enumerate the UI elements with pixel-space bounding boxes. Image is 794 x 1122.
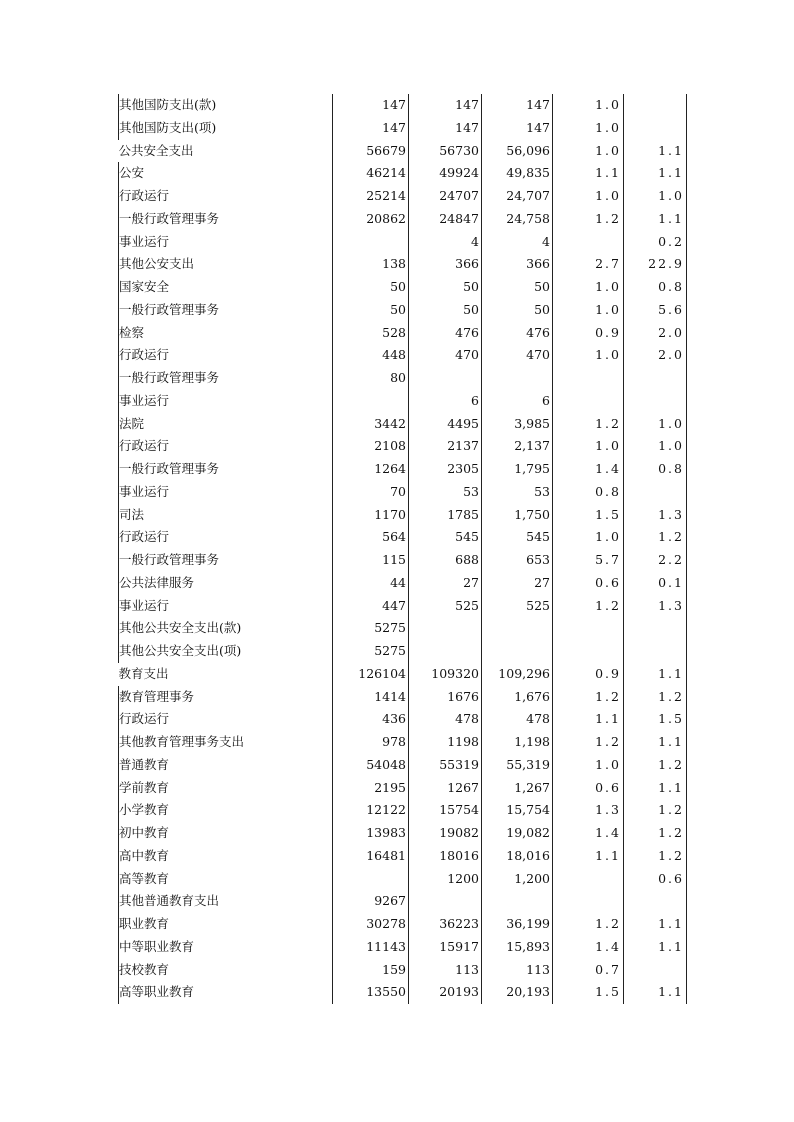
- ratio-col1-cell: 1.0: [553, 526, 624, 549]
- table-body: [119, 94, 687, 1004]
- value-col1-cell: 13983: [333, 822, 409, 845]
- ratio-col1-cell: 0.7: [553, 959, 624, 982]
- table-row: [119, 253, 687, 276]
- value-col1-cell: 1264: [333, 458, 409, 481]
- ratio-col2-cell: 1.5: [624, 708, 687, 731]
- ratio-col1-cell: 1.2: [553, 686, 624, 709]
- value-col2-cell: 27: [409, 572, 482, 595]
- ratio-col2-cell: [624, 94, 687, 117]
- item-name-cell: 一般行政管理事务: [119, 208, 333, 231]
- value-col2-cell: 2305: [409, 458, 482, 481]
- value-col3-cell: 20,193: [482, 981, 553, 1004]
- value-col1-cell: [333, 868, 409, 891]
- item-name-cell: 公共法律服务: [119, 572, 333, 595]
- ratio-col2-cell: 1.2: [624, 822, 687, 845]
- ratio-col1-cell: 1.0: [553, 140, 624, 163]
- table-row: [119, 572, 687, 595]
- value-col3-cell: 653: [482, 549, 553, 572]
- value-col2-cell: 49924: [409, 162, 482, 185]
- ratio-col2-cell: 2.0: [624, 344, 687, 367]
- ratio-col1-cell: 1.5: [553, 504, 624, 527]
- value-col1-cell: 3442: [333, 413, 409, 436]
- item-name-cell: 检察: [119, 322, 333, 345]
- value-col3-cell: [482, 367, 553, 390]
- ratio-col1-cell: [553, 890, 624, 913]
- value-col1-cell: 147: [333, 117, 409, 140]
- table-row: [119, 276, 687, 299]
- ratio-col2-cell: 1.2: [624, 754, 687, 777]
- item-name-cell: 国家安全: [119, 276, 333, 299]
- value-col3-cell: 4: [482, 231, 553, 254]
- table-row: [119, 595, 687, 618]
- ratio-col2-cell: 1.3: [624, 504, 687, 527]
- value-col1-cell: 436: [333, 708, 409, 731]
- item-name-cell: 事业运行: [119, 390, 333, 413]
- value-col3-cell: 27: [482, 572, 553, 595]
- ratio-col2-cell: 1.1: [624, 140, 687, 163]
- ratio-col2-cell: 1.2: [624, 686, 687, 709]
- value-col3-cell: 470: [482, 344, 553, 367]
- value-col2-cell: 476: [409, 322, 482, 345]
- value-col1-cell: 2108: [333, 435, 409, 458]
- ratio-col2-cell: 1.2: [624, 526, 687, 549]
- value-col2-cell: 2137: [409, 435, 482, 458]
- ratio-col1-cell: 2.7: [553, 253, 624, 276]
- ratio-col2-cell: [624, 959, 687, 982]
- ratio-col2-cell: 1.0: [624, 185, 687, 208]
- ratio-col1-cell: [553, 640, 624, 663]
- value-col2-cell: 1267: [409, 777, 482, 800]
- value-col3-cell: [482, 617, 553, 640]
- ratio-col1-cell: [553, 868, 624, 891]
- value-col1-cell: 46214: [333, 162, 409, 185]
- value-col1-cell: 13550: [333, 981, 409, 1004]
- value-col1-cell: 25214: [333, 185, 409, 208]
- ratio-col2-cell: 2.0: [624, 322, 687, 345]
- value-col2-cell: 1198: [409, 731, 482, 754]
- table-row: [119, 140, 687, 163]
- value-col2-cell: 19082: [409, 822, 482, 845]
- value-col1-cell: 70: [333, 481, 409, 504]
- ratio-col2-cell: 5.6: [624, 299, 687, 322]
- table-row: [119, 890, 687, 913]
- value-col3-cell: 56,096: [482, 140, 553, 163]
- value-col1-cell: 50: [333, 299, 409, 322]
- ratio-col2-cell: 1.0: [624, 413, 687, 436]
- table-row: [119, 481, 687, 504]
- value-col2-cell: 50: [409, 276, 482, 299]
- value-col1-cell: 147: [333, 94, 409, 117]
- ratio-col2-cell: 1.2: [624, 845, 687, 868]
- item-name-cell: 公安: [119, 162, 333, 185]
- value-col3-cell: [482, 640, 553, 663]
- item-name-cell: 职业教育: [119, 913, 333, 936]
- value-col1-cell: 2195: [333, 777, 409, 800]
- item-name-cell: 其他公共安全支出(项): [119, 640, 333, 663]
- value-col1-cell: 115: [333, 549, 409, 572]
- value-col2-cell: 15754: [409, 799, 482, 822]
- ratio-col2-cell: [624, 367, 687, 390]
- table-row: [119, 799, 687, 822]
- table-row: [119, 822, 687, 845]
- table-row: [119, 913, 687, 936]
- ratio-col1-cell: [553, 617, 624, 640]
- ratio-col2-cell: 1.1: [624, 936, 687, 959]
- item-name-cell: 教育管理事务: [119, 686, 333, 709]
- item-name-cell: 初中教育: [119, 822, 333, 845]
- table-row: [119, 299, 687, 322]
- value-col2-cell: 20193: [409, 981, 482, 1004]
- value-col3-cell: 1,267: [482, 777, 553, 800]
- ratio-col2-cell: 1.1: [624, 777, 687, 800]
- item-name-cell: 事业运行: [119, 481, 333, 504]
- ratio-col2-cell: 22.9: [624, 253, 687, 276]
- item-name-cell: 普通教育: [119, 754, 333, 777]
- ratio-col1-cell: 0.6: [553, 777, 624, 800]
- value-col3-cell: 1,750: [482, 504, 553, 527]
- ratio-col1-cell: 0.9: [553, 663, 624, 686]
- ratio-col1-cell: 1.2: [553, 731, 624, 754]
- ratio-col1-cell: 1.4: [553, 936, 624, 959]
- ratio-col2-cell: [624, 640, 687, 663]
- value-col1-cell: 447: [333, 595, 409, 618]
- value-col1-cell: 126104: [333, 663, 409, 686]
- ratio-col1-cell: 0.6: [553, 572, 624, 595]
- ratio-col2-cell: 0.8: [624, 276, 687, 299]
- table-row: [119, 435, 687, 458]
- value-col2-cell: 1785: [409, 504, 482, 527]
- ratio-col1-cell: 1.4: [553, 458, 624, 481]
- value-col3-cell: 3,985: [482, 413, 553, 436]
- ratio-col1-cell: 1.0: [553, 117, 624, 140]
- table-row: [119, 413, 687, 436]
- ratio-col1-cell: 0.9: [553, 322, 624, 345]
- table-row: [119, 686, 687, 709]
- value-col2-cell: [409, 890, 482, 913]
- value-col3-cell: 1,795: [482, 458, 553, 481]
- table-row: [119, 458, 687, 481]
- value-col2-cell: 525: [409, 595, 482, 618]
- ratio-col1-cell: 1.2: [553, 208, 624, 231]
- table-row: [119, 868, 687, 891]
- value-col3-cell: 109,296: [482, 663, 553, 686]
- table-row: [119, 754, 687, 777]
- ratio-col1-cell: [553, 231, 624, 254]
- table-row: [119, 322, 687, 345]
- ratio-col2-cell: 1.1: [624, 731, 687, 754]
- value-col1-cell: 80: [333, 367, 409, 390]
- item-name-cell: 中等职业教育: [119, 936, 333, 959]
- value-col2-cell: 109320: [409, 663, 482, 686]
- value-col1-cell: 54048: [333, 754, 409, 777]
- item-name-cell: 高中教育: [119, 845, 333, 868]
- value-col1-cell: 978: [333, 731, 409, 754]
- ratio-col2-cell: 0.2: [624, 231, 687, 254]
- ratio-col2-cell: [624, 117, 687, 140]
- value-col3-cell: 476: [482, 322, 553, 345]
- value-col2-cell: 688: [409, 549, 482, 572]
- ratio-col1-cell: 5.7: [553, 549, 624, 572]
- value-col2-cell: 56730: [409, 140, 482, 163]
- value-col2-cell: 50: [409, 299, 482, 322]
- value-col2-cell: 147: [409, 94, 482, 117]
- budget-table: [118, 94, 687, 1004]
- ratio-col1-cell: 1.2: [553, 913, 624, 936]
- value-col3-cell: 545: [482, 526, 553, 549]
- table-row: [119, 94, 687, 117]
- ratio-col1-cell: 1.0: [553, 299, 624, 322]
- ratio-col1-cell: 1.3: [553, 799, 624, 822]
- table-row: [119, 959, 687, 982]
- ratio-col2-cell: 0.8: [624, 458, 687, 481]
- table-row: [119, 390, 687, 413]
- item-name-cell: 其他教育管理事务支出: [119, 731, 333, 754]
- ratio-col2-cell: 1.1: [624, 913, 687, 936]
- table-row: [119, 162, 687, 185]
- item-name-cell: 高等教育: [119, 868, 333, 891]
- ratio-col1-cell: 1.1: [553, 708, 624, 731]
- ratio-col1-cell: [553, 390, 624, 413]
- value-col2-cell: [409, 367, 482, 390]
- ratio-col2-cell: 1.2: [624, 799, 687, 822]
- value-col3-cell: 525: [482, 595, 553, 618]
- ratio-col1-cell: 1.0: [553, 754, 624, 777]
- ratio-col1-cell: 1.0: [553, 435, 624, 458]
- item-name-cell: 其他公共安全支出(款): [119, 617, 333, 640]
- value-col1-cell: 56679: [333, 140, 409, 163]
- ratio-col1-cell: 1.2: [553, 413, 624, 436]
- table-row: [119, 617, 687, 640]
- value-col1-cell: 159: [333, 959, 409, 982]
- value-col3-cell: 1,676: [482, 686, 553, 709]
- value-col2-cell: 6: [409, 390, 482, 413]
- table-row: [119, 663, 687, 686]
- table-row: [119, 526, 687, 549]
- value-col1-cell: 20862: [333, 208, 409, 231]
- item-name-cell: 学前教育: [119, 777, 333, 800]
- item-name-cell: 小学教育: [119, 799, 333, 822]
- value-col1-cell: 1414: [333, 686, 409, 709]
- value-col3-cell: 15,754: [482, 799, 553, 822]
- ratio-col2-cell: [624, 481, 687, 504]
- value-col2-cell: 545: [409, 526, 482, 549]
- item-name-cell: 一般行政管理事务: [119, 458, 333, 481]
- value-col3-cell: 1,198: [482, 731, 553, 754]
- item-name-cell: 教育支出: [119, 663, 333, 686]
- value-col3-cell: 2,137: [482, 435, 553, 458]
- value-col3-cell: 36,199: [482, 913, 553, 936]
- item-name-cell: 行政运行: [119, 708, 333, 731]
- ratio-col1-cell: 1.0: [553, 185, 624, 208]
- table-row: [119, 981, 687, 1004]
- item-name-cell: 司法: [119, 504, 333, 527]
- item-name-cell: 其他普通教育支出: [119, 890, 333, 913]
- value-col3-cell: 147: [482, 94, 553, 117]
- value-col1-cell: 5275: [333, 617, 409, 640]
- value-col2-cell: 1676: [409, 686, 482, 709]
- ratio-col2-cell: [624, 617, 687, 640]
- table-row: [119, 777, 687, 800]
- value-col3-cell: 6: [482, 390, 553, 413]
- value-col3-cell: [482, 890, 553, 913]
- ratio-col2-cell: 1.1: [624, 981, 687, 1004]
- value-col1-cell: 30278: [333, 913, 409, 936]
- item-name-cell: 行政运行: [119, 344, 333, 367]
- item-name-cell: 行政运行: [119, 185, 333, 208]
- item-name-cell: 其他公安支出: [119, 253, 333, 276]
- ratio-col1-cell: 1.0: [553, 276, 624, 299]
- value-col2-cell: 4: [409, 231, 482, 254]
- value-col1-cell: 138: [333, 253, 409, 276]
- table-row: [119, 344, 687, 367]
- value-col1-cell: 528: [333, 322, 409, 345]
- value-col3-cell: 49,835: [482, 162, 553, 185]
- item-name-cell: 一般行政管理事务: [119, 299, 333, 322]
- value-col2-cell: 478: [409, 708, 482, 731]
- value-col3-cell: 18,016: [482, 845, 553, 868]
- value-col2-cell: 53: [409, 481, 482, 504]
- table-row: [119, 504, 687, 527]
- value-col3-cell: 478: [482, 708, 553, 731]
- value-col2-cell: 24847: [409, 208, 482, 231]
- value-col2-cell: 4495: [409, 413, 482, 436]
- table-row: [119, 640, 687, 663]
- value-col2-cell: 18016: [409, 845, 482, 868]
- ratio-col2-cell: [624, 890, 687, 913]
- table-row: [119, 231, 687, 254]
- value-col3-cell: 24,758: [482, 208, 553, 231]
- value-col1-cell: 9267: [333, 890, 409, 913]
- table-row: [119, 731, 687, 754]
- value-col2-cell: 55319: [409, 754, 482, 777]
- table-row: [119, 208, 687, 231]
- item-name-cell: 事业运行: [119, 231, 333, 254]
- value-col1-cell: 50: [333, 276, 409, 299]
- item-name-cell: 技校教育: [119, 959, 333, 982]
- value-col1-cell: 44: [333, 572, 409, 595]
- item-name-cell: 其他国防支出(项): [119, 117, 333, 140]
- ratio-col1-cell: 1.5: [553, 981, 624, 1004]
- value-col3-cell: 113: [482, 959, 553, 982]
- value-col2-cell: 15917: [409, 936, 482, 959]
- table-row: [119, 549, 687, 572]
- value-col1-cell: 1170: [333, 504, 409, 527]
- ratio-col1-cell: 1.4: [553, 822, 624, 845]
- value-col2-cell: 470: [409, 344, 482, 367]
- item-name-cell: 其他国防支出(款): [119, 94, 333, 117]
- value-col3-cell: 147: [482, 117, 553, 140]
- value-col2-cell: 36223: [409, 913, 482, 936]
- value-col2-cell: 1200: [409, 868, 482, 891]
- item-name-cell: 一般行政管理事务: [119, 549, 333, 572]
- ratio-col2-cell: 0.1: [624, 572, 687, 595]
- value-col2-cell: 147: [409, 117, 482, 140]
- value-col1-cell: 448: [333, 344, 409, 367]
- value-col3-cell: 15,893: [482, 936, 553, 959]
- ratio-col2-cell: 1.1: [624, 663, 687, 686]
- value-col1-cell: [333, 390, 409, 413]
- value-col3-cell: 366: [482, 253, 553, 276]
- value-col3-cell: 50: [482, 276, 553, 299]
- value-col1-cell: [333, 231, 409, 254]
- value-col3-cell: 1,200: [482, 868, 553, 891]
- value-col2-cell: 24707: [409, 185, 482, 208]
- value-col1-cell: 11143: [333, 936, 409, 959]
- value-col3-cell: 53: [482, 481, 553, 504]
- ratio-col1-cell: 1.1: [553, 162, 624, 185]
- item-name-cell: 行政运行: [119, 435, 333, 458]
- ratio-col2-cell: [624, 390, 687, 413]
- table-row: [119, 367, 687, 390]
- value-col1-cell: 16481: [333, 845, 409, 868]
- item-name-cell: 一般行政管理事务: [119, 367, 333, 390]
- item-name-cell: 事业运行: [119, 595, 333, 618]
- value-col2-cell: 366: [409, 253, 482, 276]
- table-row: [119, 845, 687, 868]
- value-col2-cell: [409, 640, 482, 663]
- ratio-col1-cell: 1.2: [553, 595, 624, 618]
- value-col3-cell: 55,319: [482, 754, 553, 777]
- ratio-col2-cell: 2.2: [624, 549, 687, 572]
- value-col1-cell: 564: [333, 526, 409, 549]
- value-col1-cell: 12122: [333, 799, 409, 822]
- value-col2-cell: [409, 617, 482, 640]
- value-col2-cell: 113: [409, 959, 482, 982]
- ratio-col2-cell: 1.3: [624, 595, 687, 618]
- item-name-cell: 高等职业教育: [119, 981, 333, 1004]
- table-row: [119, 117, 687, 140]
- ratio-col1-cell: 1.0: [553, 94, 624, 117]
- ratio-col1-cell: 0.8: [553, 481, 624, 504]
- value-col3-cell: 19,082: [482, 822, 553, 845]
- ratio-col1-cell: [553, 367, 624, 390]
- value-col3-cell: 50: [482, 299, 553, 322]
- ratio-col2-cell: 1.0: [624, 435, 687, 458]
- ratio-col1-cell: 1.1: [553, 845, 624, 868]
- value-col1-cell: 5275: [333, 640, 409, 663]
- item-name-cell: 行政运行: [119, 526, 333, 549]
- table-row: [119, 936, 687, 959]
- ratio-col1-cell: 1.0: [553, 344, 624, 367]
- ratio-col2-cell: 1.1: [624, 208, 687, 231]
- table-row: [119, 708, 687, 731]
- ratio-col2-cell: 1.1: [624, 162, 687, 185]
- value-col3-cell: 24,707: [482, 185, 553, 208]
- table-row: [119, 185, 687, 208]
- item-name-cell: 法院: [119, 413, 333, 436]
- item-name-cell: 公共安全支出: [119, 140, 333, 163]
- ratio-col2-cell: 0.6: [624, 868, 687, 891]
